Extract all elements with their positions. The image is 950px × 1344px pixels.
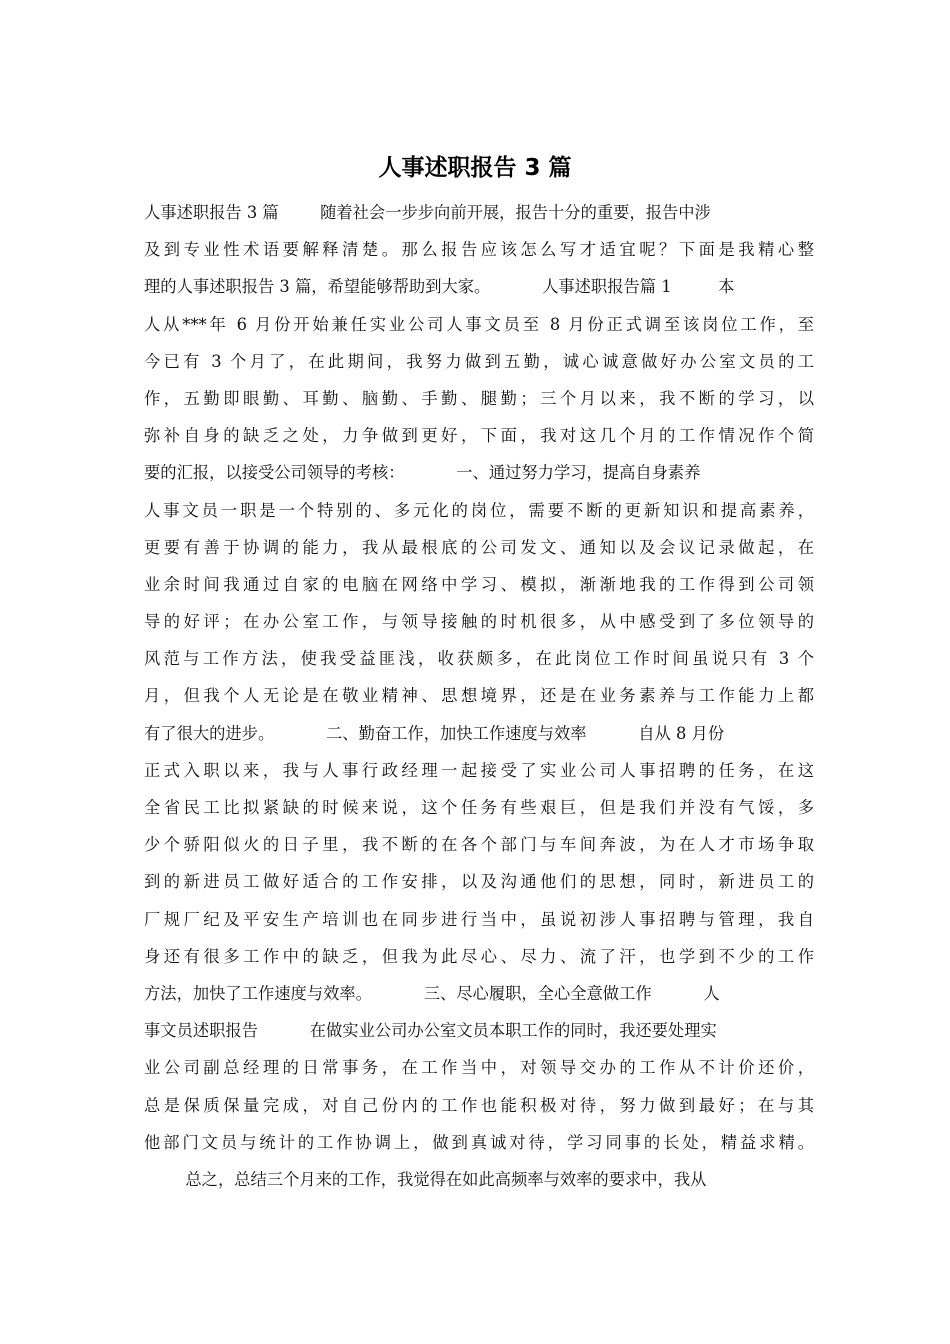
body-line: 人事述职报告 3 篇 随着社会一步步向前开展，报告十分的重要，报告中涉 xyxy=(144,203,711,222)
body-line: 理的人事述职报告 3 篇，希望能够帮助到大家。 人事述职报告篇 1 本 xyxy=(144,277,735,297)
document-title: 人事述职报告 3 篇 xyxy=(378,155,572,181)
body-line: 厂规厂纪及平安生产培训也在同步进行当中，虽说初涉人事招聘与管理，我自 xyxy=(144,909,814,929)
body-line: 总之，总结三个月来的工作，我觉得在如此高频率与效率的要求中，我从 xyxy=(144,1169,707,1189)
body-line: 业公司副总经理的日常事务，在工作当中，对领导交办的工作从不计价还价， xyxy=(144,1058,814,1078)
body-line: 有了很大的进步。 二、勤奋工作，加快工作速度与效率 自从 8 月份 xyxy=(144,723,725,743)
body-line: 更要有善于协调的能力，我从最根底的公司发文、通知以及会议记录做起，在 xyxy=(144,537,814,557)
body-line: 正式入职以来，我与人事行政经理一起接受了实业公司人事招聘的任务，在这 xyxy=(144,760,814,780)
body-line: 人从***年 6 月份开始兼任实业公司人事文员至 8 月份正式调至该岗位工作，至 xyxy=(144,314,814,334)
body-line: 方法，加快了工作速度与效率。 三、尽心履职，全心全意做工作 人 xyxy=(144,983,720,1003)
body-line: 总是保质保量完成，对自己份内的工作也能积极对待，努力做到最好；在与其 xyxy=(144,1095,814,1115)
document-body xyxy=(144,194,814,1198)
body-line: 身还有很多工作中的缺乏，但我为此尽心、尽力、流了汗，也学到不少的工作 xyxy=(144,946,814,966)
body-line: 导的好评；在办公室工作，与领导接触的时机很多，从中感受到了多位领导的 xyxy=(144,612,814,632)
body-line: 他部门文员与统计的工作协调上，做到真诚对待，学习同事的长处，精益求精。 xyxy=(144,1132,814,1152)
body-line: 人事文员一职是一个特别的、多元化的岗位，需要不断的更新知识和提高素养， xyxy=(144,500,814,520)
body-line: 要的汇报，以接受公司领导的考核： 一、通过努力学习，提高自身素养 xyxy=(144,463,701,483)
body-line: 全省民工比拟紧缺的时候来说，这个任务有些艰巨，但是我们并没有气馁，多 xyxy=(144,798,814,817)
body-line: 到的新进员工做好适合的工作安排，以及沟通他们的思想，同时，新进员工的 xyxy=(144,872,814,892)
body-line: 作，五勤即眼勤、耳勤、脑勤、手勤、腿勤；三个月以来，我不断的学习，以 xyxy=(144,388,814,408)
body-line: 弥补自身的缺乏之处，力争做到更好，下面，我对这几个月的工作情况作个简 xyxy=(144,426,814,446)
body-line: 风范与工作方法，使我受益匪浅，收获颇多，在此岗位工作时间虽说只有 3 个 xyxy=(144,649,814,669)
body-line: 业余时间我通过自家的电脑在网络中学习、模拟，渐渐地我的工作得到公司领 xyxy=(144,574,814,594)
body-line: 今已有 3 个月了，在此期间，我努力做到五勤，诚心诚意做好办公室文员的工 xyxy=(144,351,814,371)
body-line: 及到专业性术语要解释清楚。那么报告应该怎么写才适宜呢？下面是我精心整 xyxy=(144,240,814,260)
body-line: 月，但我个人无论是在敬业精神、思想境界，还是在业务素养与工作能力上都 xyxy=(144,686,814,706)
body-line: 事文员述职报告 在做实业公司办公室文员本职工作的同时，我还要处理实 xyxy=(144,1021,717,1041)
body-line: 少个骄阳似火的日子里，我不断的在各个部门与车间奔波，为在人才市场争取 xyxy=(144,835,814,855)
